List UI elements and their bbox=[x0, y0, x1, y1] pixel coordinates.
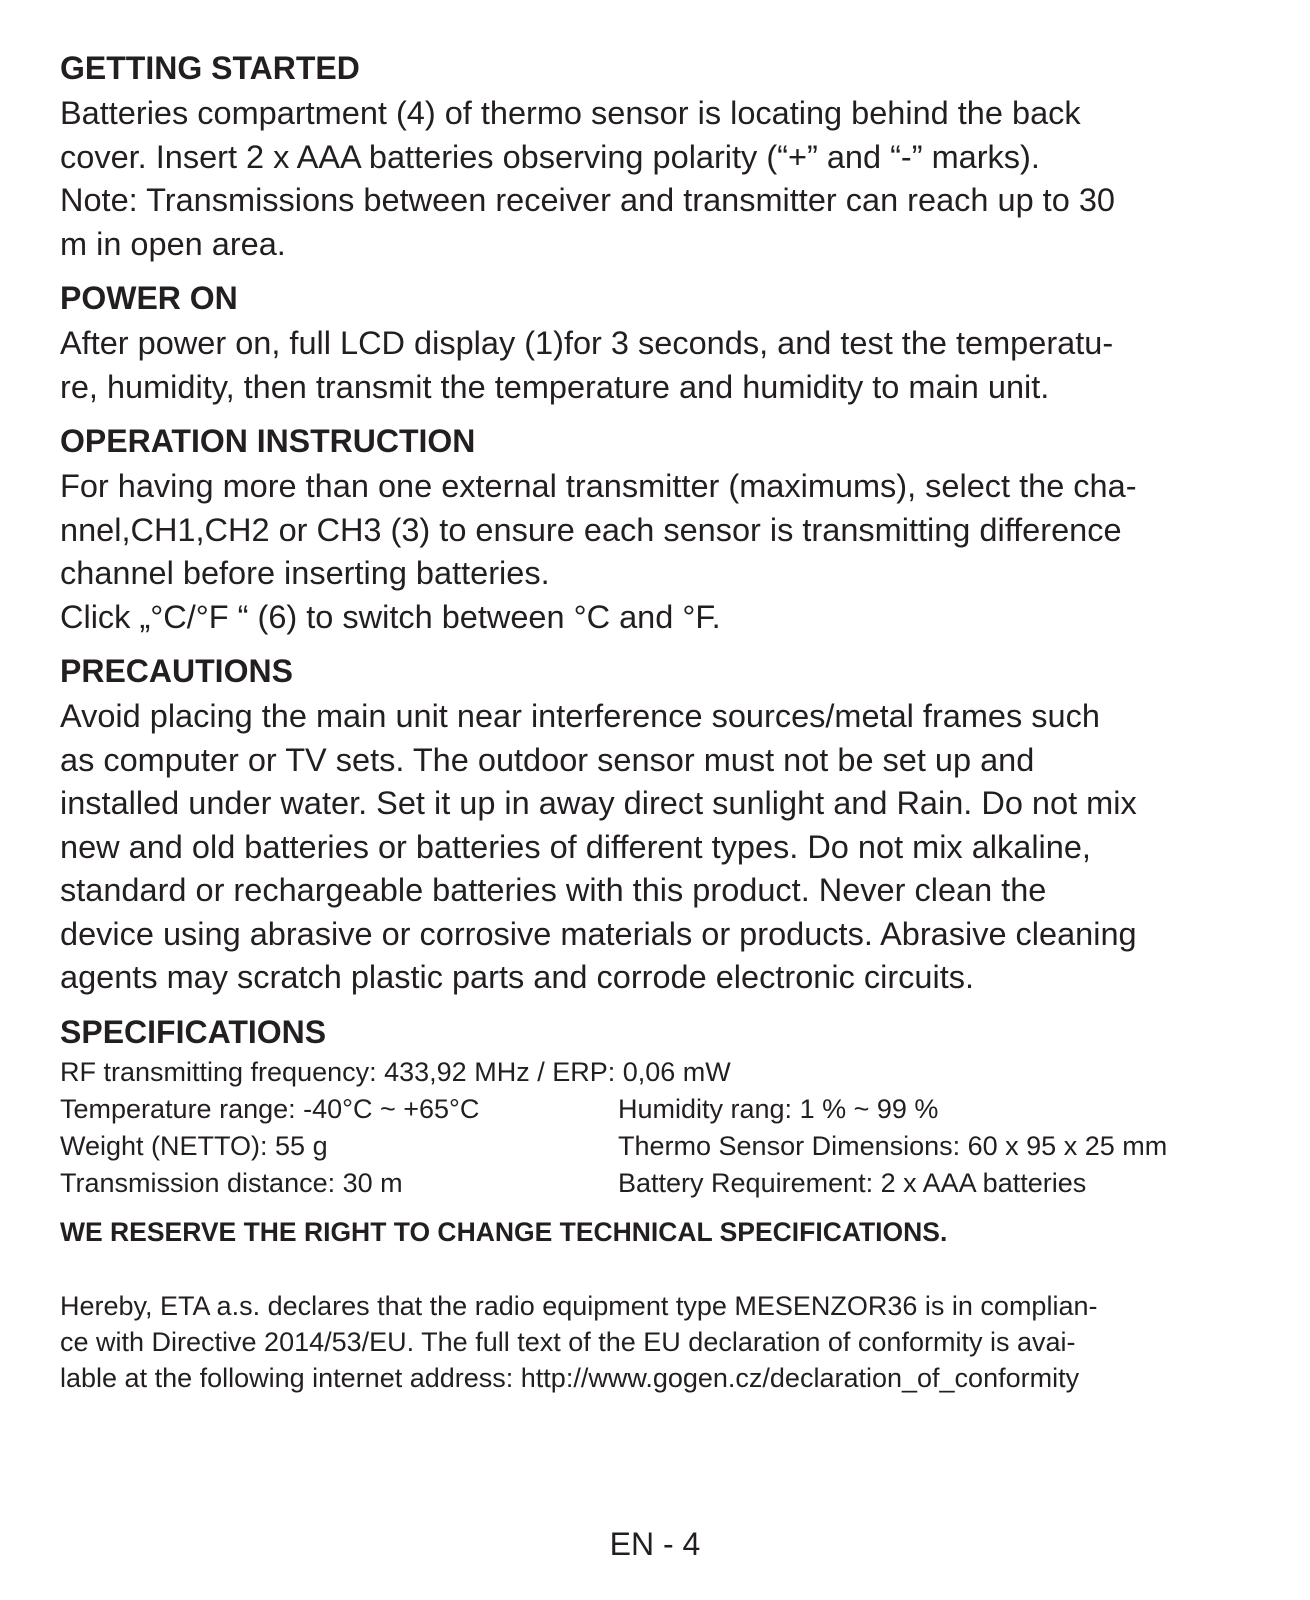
body-line: agents may scratch plastic parts and corrode electronic circuits. bbox=[60, 959, 974, 995]
body-line: nnel,CH1,CH2 or CH3 (3) to ensure each sensor is transmitting difference bbox=[60, 511, 1122, 548]
section-body bbox=[60, 465, 1260, 639]
spec-transmission-distance: Transmission distance: 30 m bbox=[60, 1167, 403, 1198]
section-specifications bbox=[60, 1012, 1260, 1202]
specs-table bbox=[60, 1054, 1260, 1202]
section-heading: SPECIFICATIONS bbox=[60, 1013, 327, 1050]
body-line: Note: Transmissions between receiver and transmitter can reach up to 30 bbox=[60, 182, 1115, 218]
body-line: channel before inserting batteries. bbox=[60, 555, 550, 591]
body-line: installed under water. Set it up in away direct sunlight and Rain. Do not mix bbox=[60, 785, 1137, 821]
declaration-line: lable at the following internet address: http://www.gogen.cz/declaration_of_conformity bbox=[60, 1362, 1080, 1393]
spec-weight: Weight (NETTO): 55 g bbox=[60, 1130, 328, 1161]
body-line: new and old batteries or batteries of different types. Do not mix alkaline, bbox=[60, 828, 1091, 865]
section-getting-started bbox=[60, 48, 1260, 266]
spec-temperature-range: Temperature range: -40°C ~ +65°C bbox=[60, 1093, 480, 1124]
page-number: EN - 4 bbox=[609, 1526, 701, 1562]
spec-dimensions: Thermo Sensor Dimensions: 60 x 95 x 25 mm bbox=[618, 1130, 1168, 1161]
spec-battery-requirement: Battery Requirement: 2 x AAA batteries bbox=[618, 1167, 1087, 1198]
body-line: For having more than one external transmitter (maximums), select the cha- bbox=[60, 468, 1137, 504]
spec-row bbox=[60, 1091, 1260, 1128]
body-line: Avoid placing the main unit near interference sources/metal frames such bbox=[60, 698, 1100, 734]
manual-page bbox=[60, 48, 1260, 1396]
body-line: device using abrasive or corrosive materials or products. Abrasive cleaning bbox=[60, 915, 1137, 952]
section-body bbox=[60, 695, 1260, 1000]
body-line: Batteries compartment (4) of thermo sensor is locating behind the back bbox=[60, 95, 1081, 131]
change-notice: WE RESERVE THE RIGHT TO CHANGE TECHNICAL SPECIFICATIONS. bbox=[60, 1216, 948, 1247]
spec-rf-frequency: RF transmitting frequency: 433,92 MHz / ERP: 0,06 mW bbox=[60, 1056, 731, 1087]
section-heading: PRECAUTIONS bbox=[60, 653, 293, 689]
section-heading: GETTING STARTED bbox=[60, 50, 360, 86]
section-heading: OPERATION INSTRUCTION bbox=[60, 423, 476, 459]
body-line: After power on, full LCD display (1)for 3 seconds, and test the temperatu- bbox=[60, 325, 1114, 361]
section-power-on bbox=[60, 278, 1260, 409]
section-precautions bbox=[60, 651, 1260, 1000]
body-line: as computer or TV sets. The outdoor sensor must not be set up and bbox=[60, 741, 1035, 778]
section-body bbox=[60, 92, 1260, 266]
spec-row bbox=[60, 1128, 1260, 1165]
body-line: Click „°C/°F “ (6) to switch between °C and °F. bbox=[60, 598, 721, 635]
declaration-line: ce with Directive 2014/53/EU. The full text of the EU declaration of conformity is avai- bbox=[60, 1326, 1076, 1357]
body-line: standard or rechargeable batteries with this product. Never clean the bbox=[60, 872, 1047, 908]
section-operation-instruction bbox=[60, 421, 1260, 639]
spec-row bbox=[60, 1165, 1260, 1202]
declaration-line: Hereby, ETA a.s. declares that the radio equipment type MESENZOR36 is in complian- bbox=[60, 1290, 1098, 1321]
section-body bbox=[60, 322, 1260, 409]
spec-humidity-range: Humidity rang: 1 % ~ 99 % bbox=[618, 1093, 939, 1124]
section-heading: POWER ON bbox=[60, 280, 238, 316]
body-line: m in open area. bbox=[60, 225, 286, 262]
eu-declaration bbox=[60, 1288, 1260, 1396]
body-line: re, humidity, then transmit the temperature and humidity to main unit. bbox=[60, 368, 1050, 405]
body-line: cover. Insert 2 x AAA batteries observing polarity (“+” and “-” marks). bbox=[60, 138, 1040, 175]
